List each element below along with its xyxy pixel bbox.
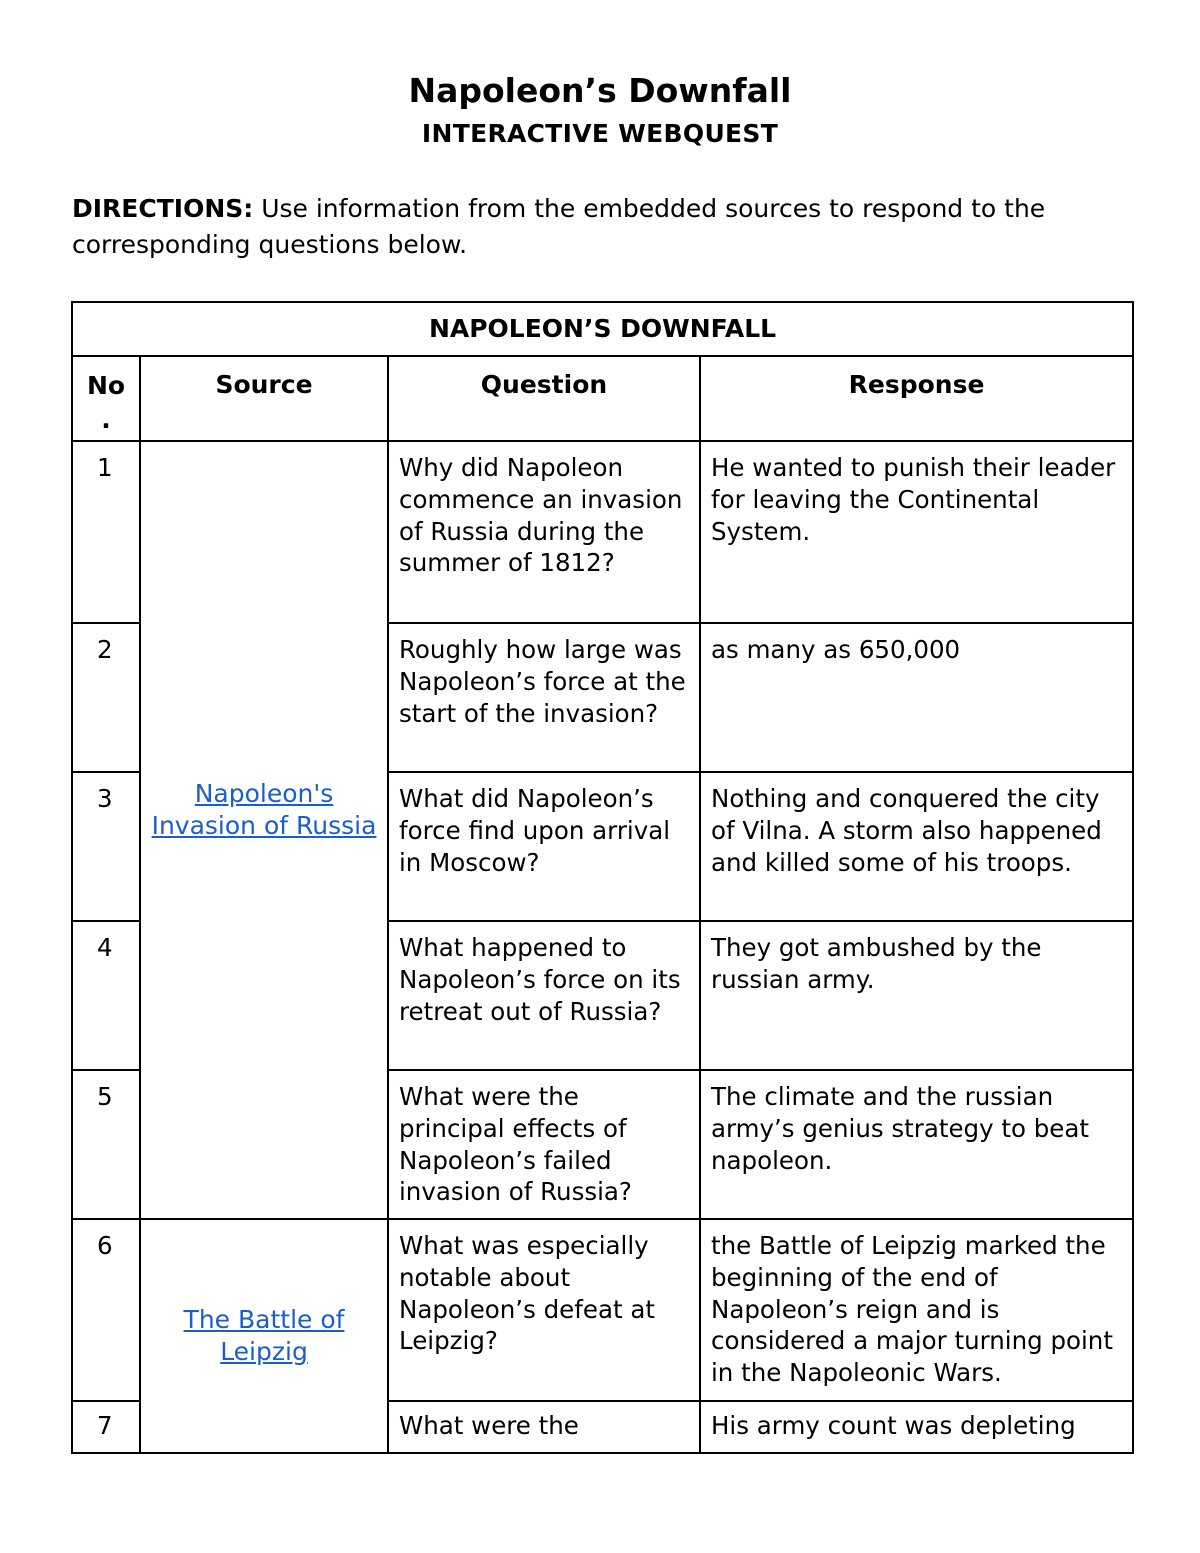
- table-row: [72, 441, 1133, 623]
- response-cell[interactable]: They got ambushed by the russian army.: [700, 921, 1133, 1070]
- directions-label: DIRECTIONS:: [72, 194, 254, 223]
- response-cell[interactable]: The climate and the russian army’s genius strategy to beat napoleon.: [700, 1070, 1133, 1219]
- response-cell[interactable]: Nothing and conquered the city of Vilna. A storm also happened and killed some of his troops.: [700, 772, 1133, 921]
- source-link-invasion-of-russia[interactable]: Napoleon's Invasion of Russia: [151, 779, 377, 840]
- source-cell: [140, 1219, 388, 1453]
- column-header-source: Source: [140, 356, 388, 441]
- column-header-question: Question: [388, 356, 700, 441]
- response-cell[interactable]: His army count was depleting: [700, 1401, 1133, 1453]
- question-cell: What did Napoleon’s force find upon arrival in Moscow?: [388, 772, 700, 921]
- document-title: Napoleon’s Downfall: [408, 71, 792, 110]
- question-cell: What were the: [388, 1401, 700, 1453]
- row-number: 2: [72, 623, 140, 772]
- row-number: 7: [72, 1401, 140, 1453]
- response-cell[interactable]: He wanted to punish their leader for leaving the Continental System.: [700, 441, 1133, 623]
- table-row: [72, 1219, 1133, 1401]
- webquest-table: [71, 301, 1134, 1454]
- column-header-response: Response: [700, 356, 1133, 441]
- question-cell: What was especially notable about Napoleon’s defeat at Leipzig?: [388, 1219, 700, 1401]
- row-number: 1: [72, 441, 140, 623]
- response-cell[interactable]: the Battle of Leipzig marked the beginning of the end of Napoleon’s reign and is considered a major turning point in the Napoleonic Wars.: [700, 1219, 1133, 1401]
- row-number: 5: [72, 1070, 140, 1219]
- table-header: NAPOLEON’S DOWNFALL: [72, 302, 1133, 356]
- question-cell: What happened to Napoleon’s force on its retreat out of Russia?: [388, 921, 700, 1070]
- column-header-no: No .: [72, 356, 140, 441]
- source-link-battle-of-leipzig[interactable]: The Battle of Leipzig: [183, 1305, 345, 1366]
- source-cell: [140, 441, 388, 1219]
- row-number: 6: [72, 1219, 140, 1401]
- response-cell[interactable]: as many as 650,000: [700, 623, 1133, 772]
- question-cell: Why did Napoleon commence an invasion of Russia during the summer of 1812?: [388, 441, 700, 623]
- question-cell: Roughly how large was Napoleon’s force at the start of the invasion?: [388, 623, 700, 772]
- document-subtitle: INTERACTIVE WEBQUEST: [421, 119, 779, 148]
- row-number: 4: [72, 921, 140, 1070]
- row-number: 3: [72, 772, 140, 921]
- directions-text: Use information from the embedded sources to respond to the corresponding questions below.: [72, 194, 1046, 259]
- directions-paragraph: [72, 191, 1132, 263]
- question-cell: What were the principal effects of Napoleon’s failed invasion of Russia?: [388, 1070, 700, 1219]
